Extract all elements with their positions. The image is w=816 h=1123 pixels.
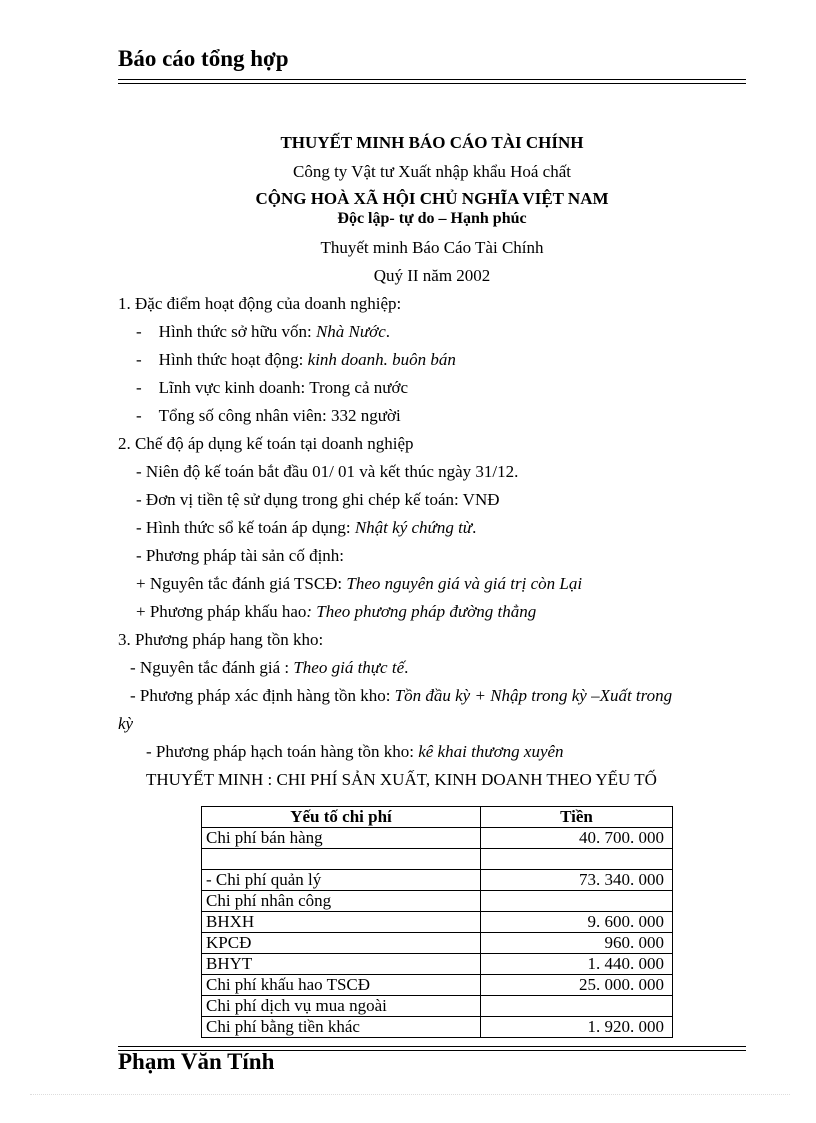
- bookkeeping-line: [136, 518, 476, 538]
- line-value: Theo giá thực tế: [293, 658, 405, 677]
- line-suffix: .: [404, 658, 409, 677]
- inventory-method-continuation: kỳ: [118, 714, 134, 733]
- cost-item-cell: Chi phí dịch vụ mua ngoài: [202, 996, 481, 1017]
- section3-title: 3. Phương pháp hang tồn kho:: [118, 630, 324, 649]
- line-value: : Theo phương pháp đường thẳng: [306, 602, 537, 621]
- amount-cell: [481, 996, 673, 1017]
- line-value: kê khai thương xuyên: [418, 742, 564, 761]
- table-row: [202, 996, 673, 1017]
- report-period: Quý II năm 2002: [373, 266, 491, 285]
- report-subtitle: Thuyết minh Báo Cáo Tài Chính: [320, 238, 544, 257]
- line-label: + Phương pháp khấu hao: [136, 602, 307, 621]
- cost-item-cell: BHXH: [202, 912, 481, 933]
- table-row: [202, 933, 673, 954]
- section1-item: [136, 322, 390, 342]
- item-label: Tổng số công nhân viên: 332 người: [158, 406, 401, 425]
- line-label: - Phương pháp hạch toán hàng tồn kho:: [146, 742, 419, 761]
- table-row: [202, 891, 673, 912]
- fiscal-year-line: - Niên độ kế toán bắt đầu 01/ 01 và kết thúc ngày 31/12.: [136, 462, 519, 481]
- cost-item-cell: BHYT: [202, 954, 481, 975]
- table-row: [202, 1017, 673, 1038]
- cost-section-title: THUYẾT MINH : CHI PHÍ SẢN XUẤT, KINH DOANH THEO YẾU TỐ: [146, 770, 657, 789]
- valuation-line: [136, 574, 582, 594]
- amount-cell: 960. 000: [481, 933, 673, 954]
- header-rule: [118, 79, 746, 84]
- inventory-method-line: [130, 686, 672, 706]
- table-row: [202, 912, 673, 933]
- amount-cell: 9. 600. 000: [481, 912, 673, 933]
- amount-cell: 1. 440. 000: [481, 954, 673, 975]
- depreciation-line: [136, 602, 536, 622]
- section1-title: 1. Đặc điểm hoạt động của doanh nghiệp:: [118, 294, 402, 313]
- table-row: [202, 828, 673, 849]
- cost-item-cell: - Chi phí quản lý: [202, 870, 481, 891]
- line-value: Theo nguyên giá và giá trị còn Lại: [346, 574, 583, 593]
- inventory-accounting-line: [146, 742, 564, 762]
- cost-item-cell: Chi phí nhân công: [202, 891, 481, 912]
- item-label: Hình thức hoạt động:: [158, 350, 308, 369]
- item-label: Lĩnh vực kinh doanh: Trong cả nước: [158, 378, 409, 397]
- bullet: -: [136, 322, 142, 341]
- fixed-asset-line: - Phương pháp tài sản cố định:: [136, 546, 345, 565]
- section2-title: 2. Chế độ áp dụng kế toán tại doanh nghiệp: [118, 434, 414, 453]
- cost-item-cell: Chi phí bán hàng: [202, 828, 481, 849]
- amount-cell: 1. 920. 000: [481, 1017, 673, 1038]
- footer-author: Phạm Văn Tính: [118, 1049, 275, 1074]
- bullet: -: [136, 378, 142, 397]
- cost-item-cell: KPCĐ: [202, 933, 481, 954]
- cost-item-cell: [202, 849, 481, 870]
- amount-cell: 73. 340. 000: [481, 870, 673, 891]
- cost-item-cell: Chi phí bằng tiền khác: [202, 1017, 481, 1038]
- header-title: Báo cáo tổng hợp: [118, 46, 289, 71]
- cost-item-cell: Chi phí khấu hao TSCĐ: [202, 975, 481, 996]
- bullet: -: [136, 350, 142, 369]
- amount-cell: 25. 000. 000: [481, 975, 673, 996]
- line-label: + Nguyên tắc đánh giá TSCĐ:: [136, 574, 347, 593]
- national-motto: Độc lập- tự do – Hạnh phúc: [337, 210, 527, 227]
- section1-item: [136, 378, 408, 398]
- amount-cell: [481, 891, 673, 912]
- line-label: - Hình thức sổ kế toán áp dụng:: [136, 518, 355, 537]
- currency-line: - Đơn vị tiền tệ sử dụng trong ghi chép kế toán: VNĐ: [136, 490, 500, 509]
- item-suffix: .: [385, 322, 391, 341]
- line-value: Nhật ký chứng từ: [354, 518, 473, 537]
- table-row: [202, 954, 673, 975]
- table-row: [202, 870, 673, 891]
- cost-table: [201, 806, 673, 1038]
- column-header: Tiền: [481, 807, 673, 828]
- country-name: CỘNG HOÀ XÃ HỘI CHỦ NGHĨA VIỆT NAM: [255, 189, 609, 208]
- item-label: Hình thức sở hữu vốn:: [158, 322, 316, 341]
- bullet: -: [136, 406, 142, 425]
- amount-cell: 40. 700. 000: [481, 828, 673, 849]
- table-header-row: [202, 807, 673, 828]
- line-suffix: .: [472, 518, 477, 537]
- item-value: Nhà Nước: [315, 322, 386, 341]
- table-row: [202, 975, 673, 996]
- line-label: - Nguyên tắc đánh giá :: [130, 658, 294, 677]
- page-edge-dots: [30, 1094, 790, 1095]
- column-header: Yếu tố chi phí: [202, 807, 481, 828]
- section1-item: [136, 406, 401, 426]
- line-value: Tồn đầu kỳ + Nhập trong kỳ –Xuất trong: [394, 686, 673, 705]
- company-name: Công ty Vật tư Xuất nhập khẩu Hoá chất: [292, 162, 571, 181]
- amount-cell: [481, 849, 673, 870]
- section1-item: [136, 350, 456, 370]
- inventory-valuation-line: [130, 658, 408, 678]
- item-value: kinh doanh. buôn bán: [307, 350, 456, 369]
- report-title: THUYẾT MINH BÁO CÁO TÀI CHÍNH: [280, 133, 584, 152]
- table-row: [202, 849, 673, 870]
- line-label: - Phương pháp xác định hàng tồn kho:: [130, 686, 395, 705]
